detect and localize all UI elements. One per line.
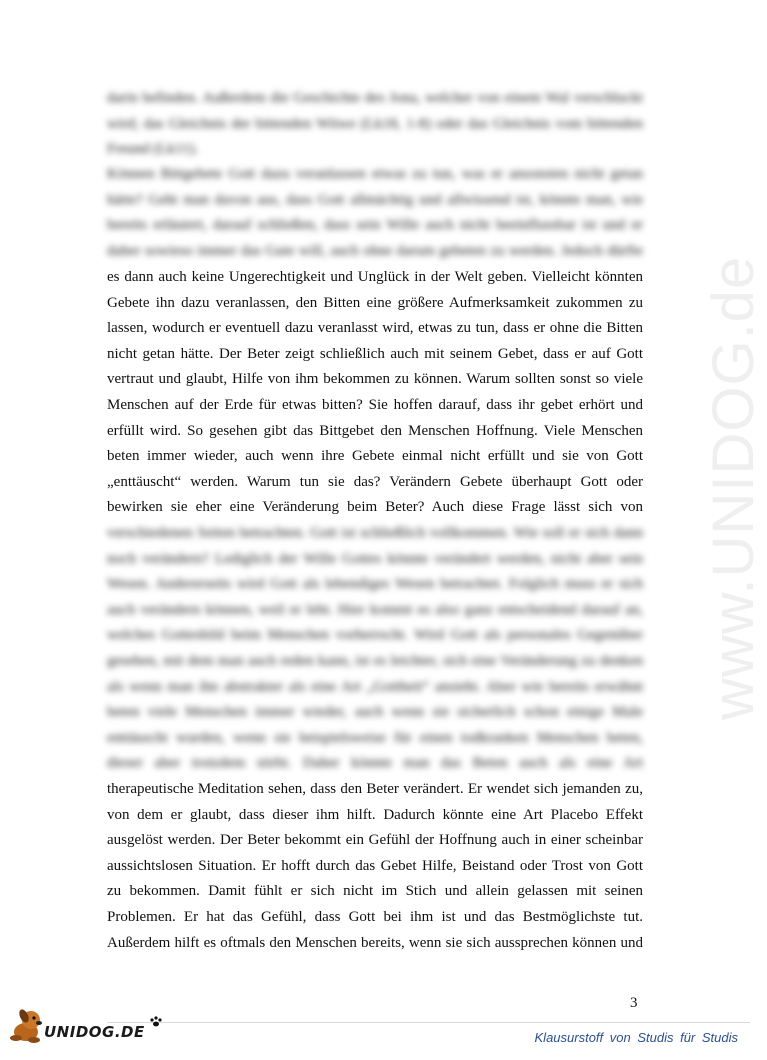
text-line: zu bekommen. Damit fühlt er sich nicht im Stich und allein gelassen mit seinen — [107, 883, 643, 900]
footer-tagline: Klausurstoff von Studis für Studis — [534, 1030, 738, 1045]
text-line: beten viele Menschen immer wieder, auch wenn sie sicherlich schon einige Male — [107, 704, 643, 721]
text-line: vertraut und glaubt, Hilfe von ihm bekommen zu können. Warum sollten sonst so viele — [107, 371, 643, 388]
text-line: „enttäuscht“ werden. Warum tun sie das? Verändern Gebete überhaupt Gott oder — [107, 473, 643, 490]
paragraph-1-blurred — [107, 86, 643, 163]
text-line: Problemen. Er hat das Gefühl, dass Gott bei ihm ist und das Bestmöglichste tut. — [107, 908, 643, 925]
text-line: ausgelöst werden. Der Beter bekommt ein Gefühl der Hoffnung auch in einer scheinbar — [107, 832, 643, 849]
text-line: lassen, wodurch er eventuell dazu veranlasst wird, etwas zu tun, dass er ohne die Bitten — [107, 320, 643, 337]
text-line: wird; das Gleichnis der bittenden Witwe (Lk18, 1-8) oder das Gleichnis vom bittenden — [107, 115, 643, 132]
text-line: auch verändern können, weil er lebt. Hier kommt es also ganz entscheidend darauf an, — [107, 601, 643, 618]
text-line: welches Gottesbild beim Menschen vorherrscht. Wird Gott als personales Gegenüber — [107, 627, 643, 644]
text-line: Wesen. Andererseits wird Gott als lebendiges Wesen betrachtet. Folglich muss er sich — [107, 576, 643, 593]
paragraph-2-visible — [107, 265, 643, 521]
paragraph-2-blurred — [107, 162, 643, 264]
text-line: darin befinden. Außerdem die Geschichte des Jona, welcher von einem Wal verschluckt — [107, 90, 643, 106]
footer-divider — [107, 1022, 750, 1023]
text-line: therapeutische Meditation sehen, dass den Beter verändert. Er wendet sich jemanden zu, — [107, 781, 643, 797]
text-line: aussichtslosen Situation. Er hofft durch das Gebet Hilfe, Beistand oder Trost von Gott — [107, 857, 643, 874]
text-line: Außerdem hilft es oftmals den Menschen bereits, wenn sie sich aussprechen können und — [107, 934, 643, 951]
text-line: Gebete ihn dazu veranlassen, den Bitten eine größere Aufmerksamkeit zukommen zu — [107, 294, 643, 311]
text-line: verschiedenen Seiten betrachten. Gott ist schließlich vollkommen. Wie soll er sich dann — [107, 525, 643, 541]
text-line: Menschen auf der Erde für etwas bitten? Sie hoffen darauf, dass ihr gebet erhört und — [107, 396, 643, 413]
text-line: beten immer wieder, auch wenn ihre Gebete einmal nicht erfüllt und sie von Gott — [107, 448, 643, 465]
text-line: nicht getan hätte. Der Beter zeigt schließlich auch mit seinem Gebet, dass er auf Gott — [107, 345, 643, 362]
text-line: gesehen, mit dem man auch reden kann, ist es leichter, sich eine Veränderung zu denken — [107, 652, 643, 669]
watermark: www.UNIDOG.de — [701, 255, 766, 720]
text-line: von dem er glaubt, dass dieser ihm hilft. Dadurch könnte eine Art Placebo Effekt — [107, 806, 643, 823]
text-line: Freund (Lk11). — [107, 141, 199, 158]
text-line: erfüllt wird. So gesehen gibt das Bittgebet den Menschen Hoffnung. Viele Menschen — [107, 422, 643, 439]
page-number: 3 — [630, 995, 638, 1011]
text-line: bewirken sie eher eine Veränderung beim Beter? Auch diese Frage lässt sich von — [107, 499, 643, 516]
text-line: enttäuscht wurden, wenn sie beispielsweise für einen todkranken Menschen beten, — [107, 729, 643, 746]
paragraph-3-blurred — [107, 521, 643, 777]
text-line: bereits erläutert, darauf schließen, dass sein Wille auch nicht beeinflussbar ist und er — [107, 217, 643, 234]
text-line: daher sowieso immer das Gute will, auch ohne darum gebeten zu werden. Jedoch dürfte — [107, 242, 643, 259]
text-line: Können Bittgebete Gott dazu veranlassen etwas zu tun, was er ansonsten nicht getan — [107, 166, 643, 182]
text-line: dieser aber trotzdem stirbt. Daher könnte man das Beten auch als eine Art — [107, 755, 643, 772]
footer-logo-text: UNIDOG.DE — [44, 1023, 145, 1041]
text-line: hätte? Geht man davon aus, dass Gott allmächtig und allwissend ist, könnte man, wie — [107, 191, 643, 208]
text-line: es dann auch keine Ungerechtigkeit und Unglück in der Welt geben. Vielleicht könnten — [107, 269, 643, 285]
text-line: noch verändern? Lediglich der Wille Gottes könnte verändert werden, nicht aber sein — [107, 550, 643, 567]
paragraph-3-visible — [107, 777, 643, 956]
text-line: als wenn man ihn abstrakter als eine Art „Gottheit“ ansieht. Aber wie bereits erwähnt — [107, 678, 643, 695]
